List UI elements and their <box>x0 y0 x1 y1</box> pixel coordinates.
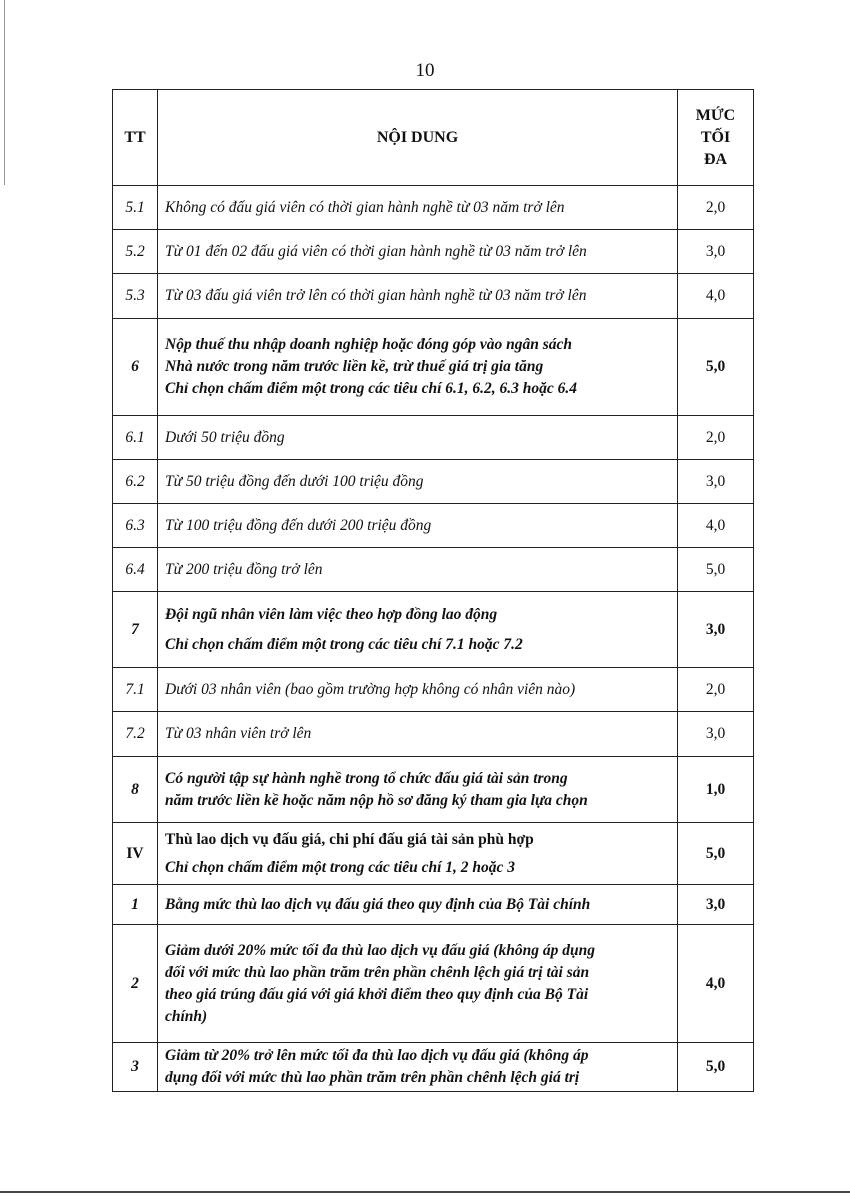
table-row <box>113 460 754 504</box>
row-tt: 5.3 <box>113 274 158 319</box>
row-content <box>158 416 678 460</box>
row-max-score: 3,0 <box>678 230 754 274</box>
row-content-line: Dưới 03 nhân viên (bao gồm trường hợp không có nhân viên nào) <box>165 680 576 698</box>
table-row <box>113 757 754 823</box>
row-max-score: 2,0 <box>678 668 754 712</box>
row-max-score: 3,0 <box>678 592 754 668</box>
row-content <box>158 1043 678 1092</box>
row-tt: 1 <box>113 885 158 925</box>
bottom-rule <box>0 1191 850 1193</box>
row-tt: 2 <box>113 925 158 1043</box>
row-content-line: Từ 200 triệu đồng trở lên <box>165 560 323 578</box>
table-row <box>113 712 754 757</box>
row-content-line: Đội ngũ nhân viên làm việc theo hợp đồng lao động <box>165 605 498 623</box>
table-row <box>113 416 754 460</box>
row-content-line: Bằng mức thù lao dịch vụ đấu giá theo quy định của Bộ Tài chính <box>165 895 591 913</box>
row-selection-note: Chỉ chọn chấm điểm một trong các tiêu chí 7.1 hoặc 7.2 <box>165 635 523 653</box>
header-max-line: TỐI <box>700 128 731 146</box>
header-tt: TT <box>113 90 158 186</box>
row-max-score: 2,0 <box>678 186 754 230</box>
row-max-score: 2,0 <box>678 416 754 460</box>
row-content <box>158 186 678 230</box>
row-max-score: 5,0 <box>678 548 754 592</box>
left-margin-mark <box>4 0 5 185</box>
row-content-line: Từ 03 đấu giá viên trở lên có thời gian hành nghề từ 03 năm trở lên <box>165 287 587 304</box>
row-tt: 6.3 <box>113 504 158 548</box>
row-content-line: Từ 03 nhân viên trở lên <box>165 725 312 742</box>
table-row <box>113 548 754 592</box>
row-content-line: theo giá trúng đấu giá với giá khởi điểm theo quy định của Bộ Tài <box>165 985 589 1003</box>
row-max-score: 1,0 <box>678 757 754 823</box>
row-tt: 6.1 <box>113 416 158 460</box>
table-row <box>113 274 754 319</box>
table-row <box>113 230 754 274</box>
header-max-line: ĐA <box>703 150 728 168</box>
row-max-score: 5,0 <box>678 1043 754 1092</box>
row-content <box>158 592 678 668</box>
row-content <box>158 274 678 319</box>
row-content-line: Nhà nước trong năm trước liền kề, trừ thuế giá trị gia tăng <box>165 358 544 375</box>
table-row <box>113 1043 754 1092</box>
row-tt: 3 <box>113 1043 158 1092</box>
row-content <box>158 925 678 1043</box>
row-tt: 7.2 <box>113 712 158 757</box>
row-content-line: chính) <box>165 1007 208 1025</box>
row-tt: 8 <box>113 757 158 823</box>
table-row <box>113 504 754 548</box>
row-tt: IV <box>113 823 158 885</box>
table-row <box>113 925 754 1043</box>
header-content: NỘI DUNG <box>158 90 678 186</box>
row-max-score: 3,0 <box>678 712 754 757</box>
row-tt: 6.2 <box>113 460 158 504</box>
row-tt: 7.1 <box>113 668 158 712</box>
table-header-row <box>113 90 754 186</box>
row-content-line: Dưới 50 triệu đồng <box>165 428 285 446</box>
row-content <box>158 319 678 416</box>
row-selection-note: Chỉ chọn chấm điểm một trong các tiêu chí 6.1, 6.2, 6.3 hoặc 6.4 <box>165 380 578 397</box>
header-max-line: MỨC <box>695 106 736 124</box>
criteria-table <box>112 89 754 1092</box>
row-tt: 7 <box>113 592 158 668</box>
row-content <box>158 460 678 504</box>
row-content-line: dụng đối với mức thù lao phần trăm trên phần chênh lệch giá trị <box>165 1069 580 1086</box>
row-content-line: Giảm từ 20% trở lên mức tối đa thù lao dịch vụ đấu giá (không áp <box>165 1047 589 1064</box>
row-content-line: năm trước liền kề hoặc năm nộp hồ sơ đăng ký tham gia lựa chọn <box>165 791 588 809</box>
table-row <box>113 668 754 712</box>
row-selection-note: Chỉ chọn chấm điểm một trong các tiêu chí 1, 2 hoặc 3 <box>165 858 516 876</box>
table-row <box>113 823 754 885</box>
row-tt: 6.4 <box>113 548 158 592</box>
table-row <box>113 885 754 925</box>
row-max-score: 4,0 <box>678 925 754 1043</box>
table-row <box>113 186 754 230</box>
row-max-score: 3,0 <box>678 460 754 504</box>
row-max-score: 4,0 <box>678 504 754 548</box>
row-content <box>158 230 678 274</box>
row-content <box>158 548 678 592</box>
row-tt: 5.2 <box>113 230 158 274</box>
row-content-line: Không có đấu giá viên có thời gian hành nghề từ 03 năm trở lên <box>165 198 565 216</box>
table-row <box>113 592 754 668</box>
row-content <box>158 712 678 757</box>
row-tt: 6 <box>113 319 158 416</box>
row-content-line: Từ 100 triệu đồng đến dưới 200 triệu đồng <box>165 516 432 534</box>
table-row <box>113 319 754 416</box>
row-max-score: 3,0 <box>678 885 754 925</box>
row-content-line: Từ 50 triệu đồng đến dưới 100 triệu đồng <box>165 472 424 490</box>
row-max-score: 5,0 <box>678 823 754 885</box>
row-content-line: Thù lao dịch vụ đấu giá, chi phí đấu giá tài sản phù hợp <box>165 830 534 848</box>
row-content-line: Từ 01 đến 02 đấu giá viên có thời gian hành nghề từ 03 năm trở lên <box>165 242 587 260</box>
row-max-score: 4,0 <box>678 274 754 319</box>
row-content <box>158 504 678 548</box>
row-content <box>158 885 678 925</box>
row-content <box>158 668 678 712</box>
row-content-line: Nộp thuế thu nhập doanh nghiệp hoặc đóng góp vào ngân sách <box>165 336 572 353</box>
row-content-line: Giảm dưới 20% mức tối đa thù lao dịch vụ đấu giá (không áp dụng <box>165 941 595 959</box>
row-content-line: đối với mức thù lao phần trăm trên phần chênh lệch giá trị tài sản <box>165 963 590 981</box>
row-tt: 5.1 <box>113 186 158 230</box>
row-content <box>158 757 678 823</box>
row-content <box>158 823 678 885</box>
row-max-score: 5,0 <box>678 319 754 416</box>
row-content-line: Có người tập sự hành nghề trong tổ chức đấu giá tài sản trong <box>165 769 568 787</box>
page-number: 10 <box>415 60 435 81</box>
header-max-score <box>678 90 754 186</box>
